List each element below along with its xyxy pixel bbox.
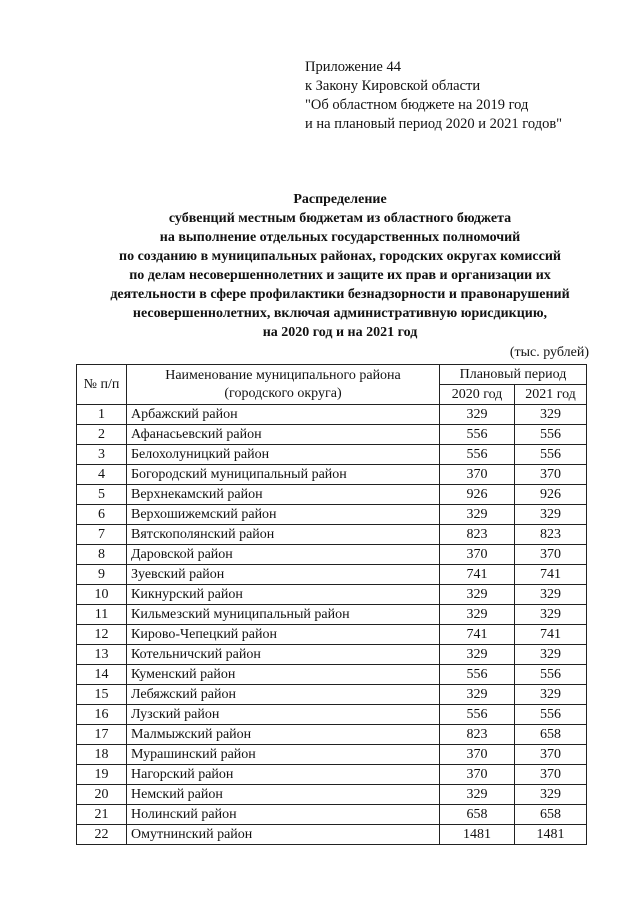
value-2020: 370: [440, 545, 515, 565]
value-2021: 556: [515, 445, 587, 465]
title-line-6: деятельности в сфере профилактики безнадзорности и правонарушений: [110, 287, 570, 302]
value-2020: 741: [440, 625, 515, 645]
row-number: 3: [77, 445, 127, 465]
value-2021: 556: [515, 665, 587, 685]
district-name: Куменский район: [127, 665, 440, 685]
row-number: 15: [77, 685, 127, 705]
value-2020: 329: [440, 785, 515, 805]
row-number: 7: [77, 525, 127, 545]
row-number: 5: [77, 485, 127, 505]
value-2021: 329: [515, 405, 587, 425]
district-name: Кикнурский район: [127, 585, 440, 605]
row-number: 2: [77, 425, 127, 445]
header-name: [127, 365, 440, 405]
value-2021: 329: [515, 645, 587, 665]
table-row: [77, 745, 587, 765]
row-number: 16: [77, 705, 127, 725]
header-name-line-2: (городского округа): [224, 385, 342, 401]
row-number: 18: [77, 745, 127, 765]
table-row: [77, 525, 587, 545]
budget-table: [76, 364, 587, 845]
value-2020: 926: [440, 485, 515, 505]
table-row: [77, 725, 587, 745]
value-2021: 926: [515, 485, 587, 505]
value-2021: 329: [515, 605, 587, 625]
row-number: 6: [77, 505, 127, 525]
district-name: Афанасьевский район: [127, 425, 440, 445]
table-row: [77, 785, 587, 805]
row-number: 21: [77, 805, 127, 825]
table-row: [77, 625, 587, 645]
row-number: 17: [77, 725, 127, 745]
row-number: 12: [77, 625, 127, 645]
title-line-2: субвенций местным бюджетам из областного бюджета: [168, 211, 512, 226]
table-row: [77, 485, 587, 505]
row-number: 20: [77, 785, 127, 805]
table-row: [77, 705, 587, 725]
district-name: Зуевский район: [127, 565, 440, 585]
value-2021: 329: [515, 685, 587, 705]
value-2020: 823: [440, 525, 515, 545]
district-name: Верхнекамский район: [127, 485, 440, 505]
district-name: Лузский район: [127, 705, 440, 725]
annex-line-4: и на плановый период 2020 и 2021 годов": [305, 116, 563, 132]
district-name: Лебяжский район: [127, 685, 440, 705]
row-number: 4: [77, 465, 127, 485]
value-2021: 329: [515, 585, 587, 605]
table-row: [77, 685, 587, 705]
value-2020: 370: [440, 765, 515, 785]
value-2020: 370: [440, 465, 515, 485]
annex-line-3: "Об областном бюджете на 2019 год: [305, 97, 529, 113]
value-2020: 329: [440, 605, 515, 625]
header-num: № п/п: [77, 365, 127, 405]
value-2021: 370: [515, 465, 587, 485]
row-number: 10: [77, 585, 127, 605]
header-2020: 2020 год: [440, 385, 515, 405]
district-name: Нолинский район: [127, 805, 440, 825]
district-name: Малмыжский район: [127, 725, 440, 745]
value-2020: 329: [440, 405, 515, 425]
district-name: Кильмезский муниципальный район: [127, 605, 440, 625]
row-number: 1: [77, 405, 127, 425]
header-name-line-1: Наименование муниципального района: [165, 367, 401, 383]
table-row: [77, 765, 587, 785]
annex-header: [305, 58, 562, 134]
value-2021: 329: [515, 505, 587, 525]
table-row: [77, 805, 587, 825]
header-2021: 2021 год: [515, 385, 587, 405]
table-row: [77, 665, 587, 685]
document-title: [60, 190, 620, 342]
district-name: Котельничский район: [127, 645, 440, 665]
header-period: Плановый период: [440, 365, 587, 385]
value-2020: 1481: [440, 825, 515, 845]
table-row: [77, 545, 587, 565]
value-2020: 658: [440, 805, 515, 825]
value-2020: 329: [440, 505, 515, 525]
district-name: Вятскополянский район: [127, 525, 440, 545]
value-2021: 658: [515, 725, 587, 745]
table-row: [77, 585, 587, 605]
row-number: 19: [77, 765, 127, 785]
value-2021: 658: [515, 805, 587, 825]
district-name: Нагорский район: [127, 765, 440, 785]
table-row: [77, 825, 587, 845]
units-label: (тыс. рублей): [509, 345, 589, 360]
district-name: Даровской район: [127, 545, 440, 565]
value-2021: 1481: [515, 825, 587, 845]
value-2021: 556: [515, 705, 587, 725]
value-2020: 556: [440, 665, 515, 685]
table-row: [77, 405, 587, 425]
district-name: Омутнинский район: [127, 825, 440, 845]
table-row: [77, 445, 587, 465]
value-2020: 556: [440, 705, 515, 725]
value-2021: 556: [515, 425, 587, 445]
value-2021: 370: [515, 765, 587, 785]
value-2020: 556: [440, 425, 515, 445]
table-row: [77, 505, 587, 525]
row-number: 9: [77, 565, 127, 585]
row-number: 13: [77, 645, 127, 665]
value-2021: 329: [515, 785, 587, 805]
value-2021: 741: [515, 625, 587, 645]
title-line-5: по делам несовершеннолетних и защите их прав и организации их: [129, 268, 551, 283]
value-2021: 370: [515, 545, 587, 565]
value-2020: 823: [440, 725, 515, 745]
value-2020: 329: [440, 645, 515, 665]
value-2021: 741: [515, 565, 587, 585]
value-2020: 741: [440, 565, 515, 585]
district-name: Немский район: [127, 785, 440, 805]
table-row: [77, 645, 587, 665]
annex-line-1: Приложение 44: [305, 59, 401, 75]
title-line-1: Распределение: [293, 192, 387, 207]
title-line-7: несовершеннолетних, включая административную юрисдикцию,: [132, 306, 548, 321]
value-2021: 370: [515, 745, 587, 765]
value-2020: 329: [440, 685, 515, 705]
value-2020: 370: [440, 745, 515, 765]
district-name: Мурашинский район: [127, 745, 440, 765]
row-number: 8: [77, 545, 127, 565]
row-number: 11: [77, 605, 127, 625]
district-name: Верхошижемский район: [127, 505, 440, 525]
title-line-3: на выполнение отдельных государственных полномочий: [159, 230, 521, 245]
value-2020: 329: [440, 585, 515, 605]
district-name: Белохолуницкий район: [127, 445, 440, 465]
table-body: [77, 405, 587, 845]
value-2020: 556: [440, 445, 515, 465]
district-name: Арбажский район: [127, 405, 440, 425]
row-number: 22: [77, 825, 127, 845]
annex-line-2: к Закону Кировской области: [305, 78, 481, 94]
row-number: 14: [77, 665, 127, 685]
district-name: Богородский муниципальный район: [127, 465, 440, 485]
title-line-8: на 2020 год и на 2021 год: [262, 325, 418, 340]
table-row: [77, 425, 587, 445]
value-2021: 823: [515, 525, 587, 545]
district-name: Кирово-Чепецкий район: [127, 625, 440, 645]
table-row: [77, 605, 587, 625]
table-row: [77, 465, 587, 485]
table-row: [77, 565, 587, 585]
title-line-4: по созданию в муниципальных районах, городских округах комиссий: [119, 249, 561, 264]
